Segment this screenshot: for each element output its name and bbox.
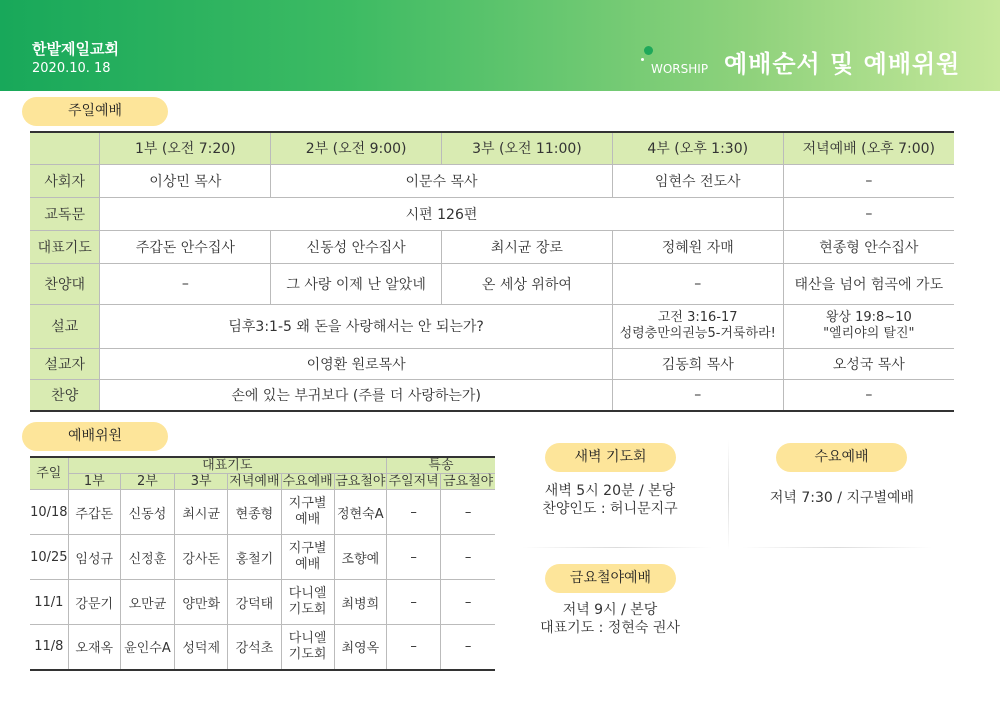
cell: 홍철기 xyxy=(228,535,281,580)
cell-line: 지구별 xyxy=(288,541,327,556)
cell xyxy=(281,490,334,535)
column-group-header: 대표기도 xyxy=(68,457,386,474)
cell: – xyxy=(386,490,440,535)
cell-line: 다니엘 xyxy=(288,586,327,601)
cell-line: 고전 3:16-17 xyxy=(657,310,738,325)
cell: – xyxy=(783,197,954,230)
church-name: 한밭제일교회 xyxy=(32,40,119,58)
column-header: 저녁예배 xyxy=(229,474,280,489)
cell: 신동성 xyxy=(120,490,174,535)
column-header: 저녁예배 (오후 7:00) xyxy=(783,132,954,164)
cell: – xyxy=(386,535,440,580)
cell: – xyxy=(441,625,495,670)
date-cell: 10/18 xyxy=(30,490,68,535)
cell: 그 사랑 이제 난 알았네 xyxy=(271,263,442,304)
date-cell: 10/25 xyxy=(30,535,68,580)
cell: 성덕제 xyxy=(175,625,228,670)
column-header: 금요철야 xyxy=(441,474,495,490)
cell: 최영옥 xyxy=(334,625,386,670)
table-row-choir xyxy=(30,263,954,304)
cell xyxy=(281,625,334,670)
cell: 현종형 안수집사 xyxy=(783,230,954,263)
cell xyxy=(281,535,334,580)
table-row xyxy=(30,490,495,535)
worship-tag: WORSHIP xyxy=(651,62,709,76)
wednesday-line: 저녁 7:30 / 지구별예배 xyxy=(769,490,915,506)
column-header: 4부 (오후 1:30) xyxy=(612,132,783,164)
cell: 온 세상 위하여 xyxy=(442,263,613,304)
column-header: 1부 xyxy=(68,474,120,490)
cell: 딤후3:1-5 왜 돈을 사랑해서는 안 되는가? xyxy=(100,304,612,348)
cell: – xyxy=(612,263,783,304)
small-dot-icon xyxy=(641,58,644,61)
cell: 양만화 xyxy=(175,580,228,625)
committee-group-header-row xyxy=(30,457,495,474)
date-cell: 11/1 xyxy=(30,580,68,625)
column-header: 주일 xyxy=(30,457,68,490)
cell: 이문수 목사 xyxy=(271,164,613,197)
friday-line: 저녁 9시 / 본당 xyxy=(562,602,658,618)
header-banner xyxy=(0,0,1000,91)
sunday-schedule-table xyxy=(30,131,954,412)
divider xyxy=(742,547,932,548)
table-row-preacher xyxy=(30,348,954,379)
row-label: 교독문 xyxy=(30,197,100,230)
dawn-line: 새벽 5시 20분 / 본당 xyxy=(544,483,676,499)
table-row-sermon xyxy=(30,304,954,348)
friday-info xyxy=(520,601,700,637)
header-corner-cell xyxy=(30,132,100,164)
column-header: 1부 (오전 7:20) xyxy=(100,132,271,164)
friday-line: 대표기도 : 정현숙 권사 xyxy=(540,620,680,636)
cell: 이상민 목사 xyxy=(100,164,271,197)
row-label: 사회자 xyxy=(30,164,100,197)
column-header: 수요예배 xyxy=(282,474,333,489)
section-title-committee: 예배위원 xyxy=(22,422,168,451)
cell-line: "엘리야의 탈진" xyxy=(823,326,915,341)
page-title: 예배순서 및 예배위원 xyxy=(724,50,961,78)
cell-line: 지구별 xyxy=(288,496,327,511)
cell: 강문기 xyxy=(68,580,120,625)
cell: – xyxy=(612,379,783,411)
dot-icon xyxy=(644,46,653,55)
cell: 김동희 목사 xyxy=(612,348,783,379)
wednesday-info xyxy=(752,489,932,507)
cell: 이영환 원로목사 xyxy=(100,348,612,379)
column-header: 2부 (오전 9:00) xyxy=(271,132,442,164)
committee-header-row xyxy=(30,474,495,490)
row-label: 대표기도 xyxy=(30,230,100,263)
cell: 오성국 목사 xyxy=(783,348,954,379)
cell: 강석초 xyxy=(228,625,281,670)
cell: – xyxy=(100,263,271,304)
column-group-header: 특송 xyxy=(386,457,495,474)
column-header: 주일저녁 xyxy=(388,474,439,489)
column-header: 2부 xyxy=(120,474,174,490)
cell xyxy=(612,304,783,348)
dawn-info xyxy=(520,482,700,518)
vertical-divider xyxy=(728,440,729,550)
cell: 오만균 xyxy=(120,580,174,625)
section-title-dawn: 새벽 기도회 xyxy=(545,443,676,472)
cell: – xyxy=(783,379,954,411)
column-header: 3부 (오전 11:00) xyxy=(442,132,613,164)
section-title-sunday: 주일예배 xyxy=(22,97,168,126)
table-row xyxy=(30,580,495,625)
cell-line: 예배 xyxy=(295,557,321,572)
table-row-prayer xyxy=(30,230,954,263)
divider xyxy=(522,547,712,548)
cell: – xyxy=(386,625,440,670)
cell: – xyxy=(441,580,495,625)
bulletin-date: 2020.10. 18 xyxy=(32,61,111,76)
row-label: 설교 xyxy=(30,304,100,348)
cell: 최병희 xyxy=(334,580,386,625)
cell-line: 기도회 xyxy=(288,602,327,617)
date-cell: 11/8 xyxy=(30,625,68,670)
column-header: 금요철야 xyxy=(335,474,386,489)
cell-line: 왕상 19:8~10 xyxy=(825,310,912,325)
cell: 임현수 전도사 xyxy=(612,164,783,197)
cell: 신정훈 xyxy=(120,535,174,580)
cell: 주갑돈 안수집사 xyxy=(100,230,271,263)
cell: 최시균 xyxy=(175,490,228,535)
row-label: 찬양 xyxy=(30,379,100,411)
cell: 강사돈 xyxy=(175,535,228,580)
cell xyxy=(783,304,954,348)
table-row-host xyxy=(30,164,954,197)
cell: 강덕태 xyxy=(228,580,281,625)
cell-line: 기도회 xyxy=(288,646,327,662)
cell xyxy=(281,580,334,625)
table-row xyxy=(30,625,495,670)
cell: 손에 있는 부귀보다 (주를 더 사랑하는가) xyxy=(100,379,612,411)
cell-line: 다니엘 xyxy=(288,630,327,646)
table-row-hymn xyxy=(30,379,954,411)
cell: 윤인수A xyxy=(120,625,174,670)
column-header: 3부 xyxy=(175,474,228,490)
row-label: 찬양대 xyxy=(30,263,100,304)
cell: – xyxy=(783,164,954,197)
row-label: 설교자 xyxy=(30,348,100,379)
cell-line: 성령충만의권능5-거룩하라! xyxy=(619,326,776,341)
table-row-reading xyxy=(30,197,954,230)
table-header-row xyxy=(30,132,954,164)
table-row xyxy=(30,535,495,580)
cell: 조향예 xyxy=(334,535,386,580)
cell: – xyxy=(386,580,440,625)
cell-line: 예배 xyxy=(295,512,321,527)
cell: 최시균 장로 xyxy=(442,230,613,263)
dawn-line: 찬양인도 : 허니문지구 xyxy=(542,501,678,517)
cell: 태산을 넘어 험곡에 가도 xyxy=(783,263,954,304)
cell: 정현숙A xyxy=(334,490,386,535)
committee-table xyxy=(30,456,495,671)
cell: – xyxy=(441,490,495,535)
cell: 임성규 xyxy=(68,535,120,580)
cell: 주갑돈 xyxy=(68,490,120,535)
section-title-friday: 금요철야예배 xyxy=(545,564,676,593)
cell: 신동성 안수집사 xyxy=(271,230,442,263)
section-title-wednesday: 수요예배 xyxy=(776,443,907,472)
cell: – xyxy=(441,535,495,580)
cell: 현종형 xyxy=(228,490,281,535)
cell: 시편 126편 xyxy=(100,197,783,230)
cell: 정혜원 자매 xyxy=(612,230,783,263)
cell: 오재옥 xyxy=(68,625,120,670)
